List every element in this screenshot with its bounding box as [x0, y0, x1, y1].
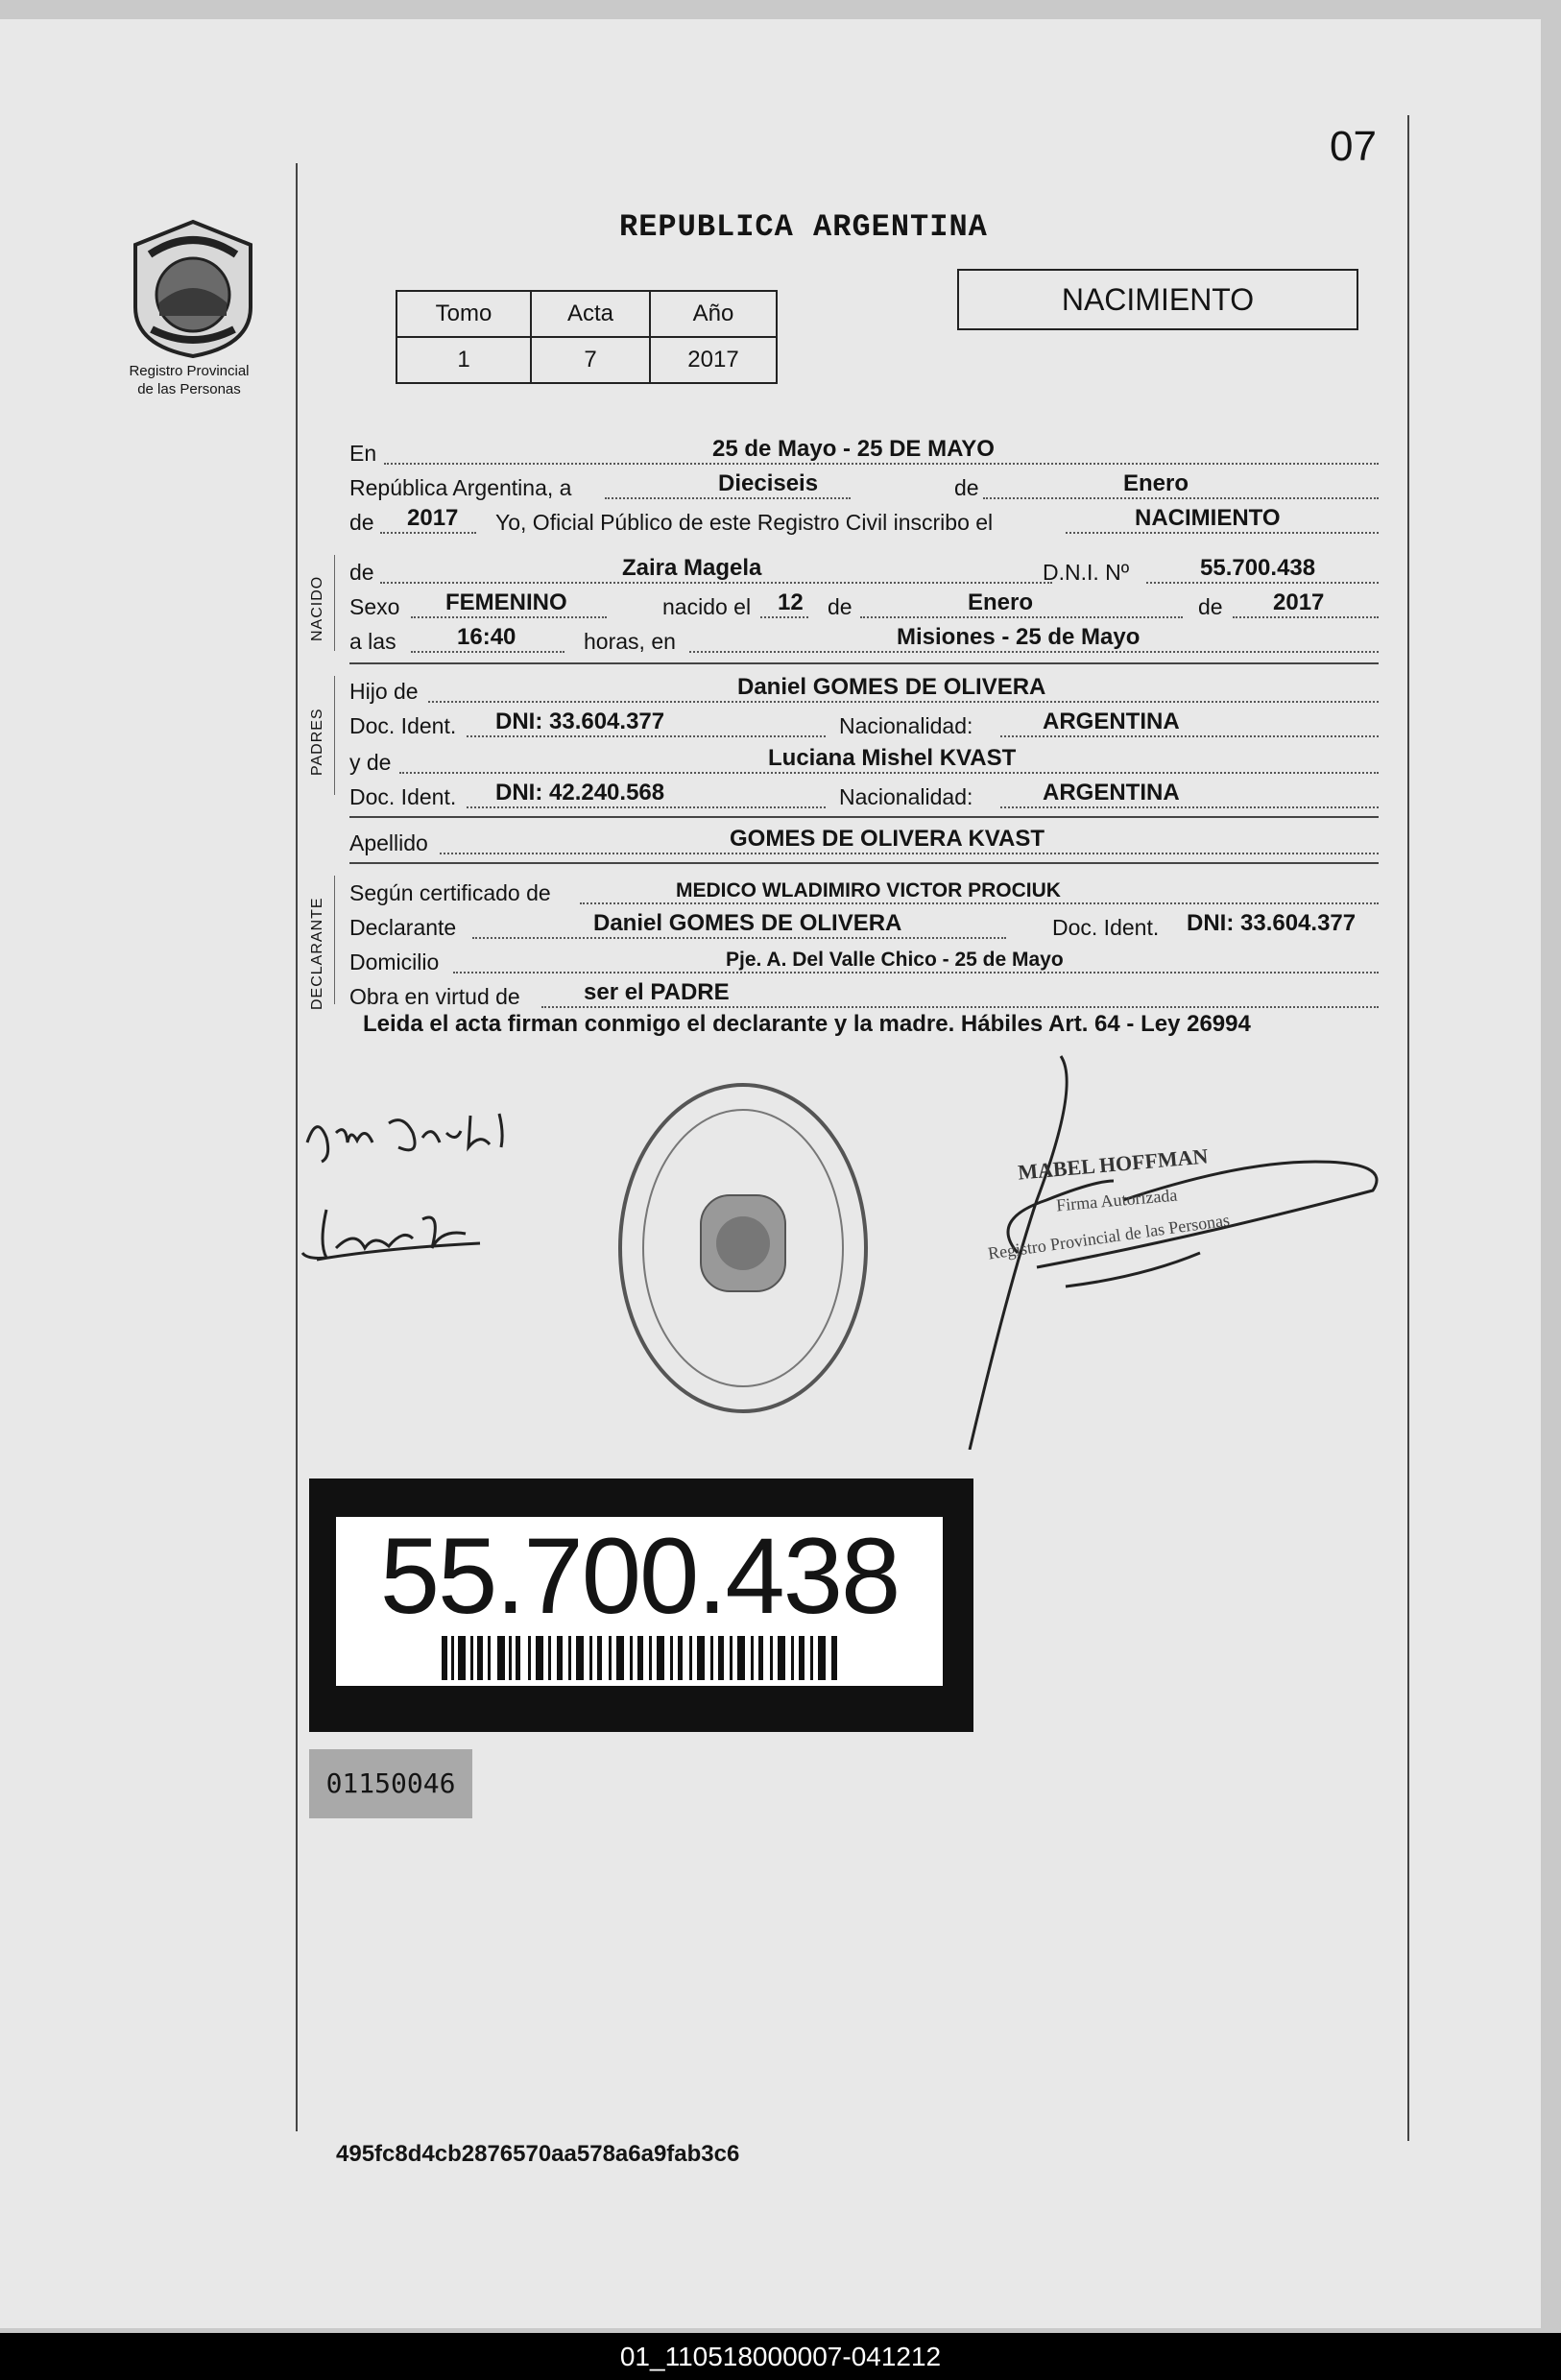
value-father-name: Daniel GOMES DE OLIVERA [737, 674, 1046, 700]
barcode-label [309, 1478, 973, 1732]
row-declarant [349, 908, 1379, 943]
officer-name: MABEL HOFFMAN [1017, 1143, 1210, 1185]
label-de-connector: de [954, 475, 979, 500]
closing-text: Leida el acta firman conmigo el declarante y la madre. Hábiles Art. 64 - Ley 26994 [363, 1011, 1251, 1037]
reference-table [396, 290, 778, 384]
mother-signature-icon [298, 1200, 490, 1277]
barcode-number: 55.700.438 [379, 1516, 900, 1636]
row-birth-time-place [349, 622, 1379, 657]
row-place [349, 434, 1379, 469]
ref-header-acta: Acta [531, 291, 650, 337]
label-hijo-de: Hijo de [349, 679, 419, 704]
value-child-name: Zaira Magela [622, 555, 762, 581]
label-segun: Según certificado de [349, 880, 551, 905]
row-sex-birthdate [349, 588, 1379, 622]
section-declarant-bar [334, 876, 335, 1004]
footer-id-bar: 01_110518000007-041212 [0, 2333, 1561, 2380]
document-title: REPUBLICA ARGENTINA [619, 209, 988, 245]
label-domicilio: Domicilio [349, 950, 440, 974]
value-declarant-doc: DNI: 33.604.377 [1187, 910, 1357, 936]
value-certificate: MEDICO WLADIMIRO VICTOR PROCIUK [676, 879, 1061, 902]
separator-born [349, 662, 1379, 664]
section-parents-label: PADRES [309, 708, 325, 776]
ref-value-ano: 2017 [650, 337, 777, 383]
value-year: 2017 [407, 505, 459, 531]
row-address [349, 943, 1379, 977]
label-nacido-el: nacido el [662, 594, 752, 619]
reference-header-row [396, 291, 777, 337]
label-apellido: Apellido [349, 830, 428, 855]
document-hash: 495fc8d4cb2876570aa578a6a9fab3c6 [336, 2141, 740, 2167]
label-obra: Obra en virtud de [349, 984, 520, 1009]
row-certificate [349, 874, 1379, 908]
label-oficial: Yo, Oficial Público de este Registro Civil inscribo el [495, 510, 994, 535]
provincial-emblem-icon [121, 216, 265, 360]
section-born-bar [334, 555, 335, 651]
value-address: Pje. A. Del Valle Chico - 25 de Mayo [726, 949, 1064, 971]
officer-office: Registro Provincial de las Personas [986, 1210, 1232, 1263]
label-declarant-doc: Doc. Ident. [1052, 915, 1160, 940]
row-surname [349, 824, 1379, 858]
label-de-month: de [828, 594, 853, 619]
reference-value-row [396, 337, 777, 383]
value-child-dni: 55.700.438 [1200, 555, 1316, 581]
section-born-label: NACIDO [309, 575, 325, 641]
emblem-caption: Registro Provincial de las Personas [129, 363, 250, 397]
officer-role: Firma Autorizada [1055, 1185, 1179, 1215]
record-type-box: NACIMIENTO [957, 269, 1358, 330]
row-mother-name [349, 743, 1379, 778]
right-margin-line [1407, 115, 1409, 2141]
label-de-name: de [349, 560, 374, 585]
row-year-act [349, 503, 1379, 538]
value-mother-doc: DNI: 42.240.568 [495, 780, 665, 805]
barcode-inner [336, 1517, 943, 1686]
label-father-nationality: Nacionalidad: [839, 713, 973, 738]
value-birth-time: 16:40 [457, 624, 516, 650]
value-month: Enero [1123, 470, 1189, 496]
value-father-nationality: ARGENTINA [1043, 709, 1180, 734]
row-capacity [349, 977, 1379, 1012]
value-day-words: Dieciseis [718, 470, 819, 496]
section-parents-bar [334, 676, 335, 795]
value-capacity: ser el PADRE [584, 979, 730, 1005]
value-father-doc: DNI: 33.604.377 [495, 709, 665, 734]
label-father-doc: Doc. Ident. [349, 713, 457, 738]
label-de: de [349, 510, 374, 535]
label-horas-en: horas, en [584, 629, 676, 654]
declarant-signature-icon [298, 1104, 538, 1171]
official-round-stamp-icon [614, 1075, 872, 1421]
ref-header-ano: Año [650, 291, 777, 337]
ref-value-tomo: 1 [396, 337, 531, 383]
value-sex: FEMENINO [445, 589, 567, 615]
row-father-name [349, 672, 1379, 707]
value-birth-place: Misiones - 25 de Mayo [897, 624, 1141, 650]
label-y-de: y de [349, 750, 392, 775]
separator-parents [349, 816, 1379, 818]
row-mother-doc [349, 778, 1379, 812]
row-date-day [349, 469, 1379, 503]
ref-value-acta: 7 [531, 337, 650, 383]
value-act: NACIMIENTO [1135, 505, 1281, 531]
label-mother-doc: Doc. Ident. [349, 784, 457, 809]
row-child-name [349, 553, 1379, 588]
ref-header-tomo: Tomo [396, 291, 531, 337]
separator-surname [349, 862, 1379, 864]
label-a-las: a las [349, 629, 396, 654]
value-declarant-name: Daniel GOMES DE OLIVERA [593, 910, 902, 936]
value-birth-day: 12 [778, 589, 804, 615]
serial-sticker: 01150046 [309, 1749, 472, 1818]
label-en: En [349, 441, 377, 466]
label-de-year: de [1198, 594, 1223, 619]
label-sexo: Sexo [349, 594, 400, 619]
section-declarant-label: DECLARANTE [309, 897, 325, 1010]
row-father-doc [349, 707, 1379, 741]
barcode-bars-icon [442, 1636, 837, 1680]
label-mother-nationality: Nacionalidad: [839, 784, 973, 809]
label-declarante: Declarante [349, 915, 457, 940]
value-surname: GOMES DE OLIVERA KVAST [730, 826, 1045, 852]
label-republica: República Argentina, a [349, 475, 572, 500]
value-mother-nationality: ARGENTINA [1043, 780, 1180, 805]
value-mother-name: Luciana Mishel KVAST [768, 745, 1017, 771]
value-birth-year: 2017 [1273, 589, 1325, 615]
value-place: 25 de Mayo - 25 DE MAYO [712, 436, 995, 462]
label-dni: D.N.I. Nº [1043, 560, 1130, 585]
page-number: 07 [1330, 123, 1377, 170]
value-birth-month: Enero [968, 589, 1034, 615]
